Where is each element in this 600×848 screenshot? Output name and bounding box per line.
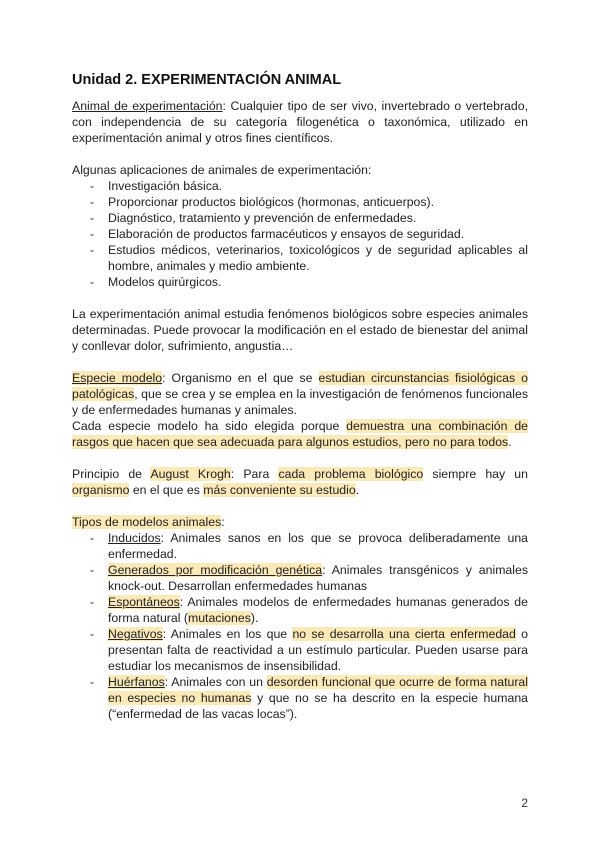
list-item: - Investigación básica. <box>90 178 528 194</box>
applications-intro: Algunas aplicaciones de animales de experimentación: <box>72 163 372 177</box>
type-term: Negativos <box>108 627 163 641</box>
type-term: Huérfanos <box>108 675 165 689</box>
highlight: demuestra una combinación de rasgos que hacen que sea adecuada para algunos estudios, pero no para todos <box>72 419 528 449</box>
list-item: - Generados por modificación genética: Animales transgénicos y animales knock-out. Desarrollan enfermedades humanas <box>90 562 528 594</box>
list-item: - Huérfanos: Animales con un desorden funcional que ocurre de forma natural en especies no humanas y que no se ha descrito en la especie humana (“enfermedad de las vacas locas”). <box>90 674 528 722</box>
model-species-paragraph: Especie modelo: Organismo en el que se estudian circunstancias fisiológicas o patológicas, que se crea y se emplea en la investigación de fenómenos funcionales y de enfermedades humanas y animales. <box>72 371 528 417</box>
krogh-principle: Principio de August Krogh: Para cada problema biológico siempre hay un organismo en el que es más conveniente su estudio. <box>72 467 528 497</box>
highlight: no se desarrolla una cierta enfermedad <box>292 627 516 641</box>
highlight: August Krogh <box>150 467 231 481</box>
model-types-heading: Tipos de modelos animales: <box>72 515 225 529</box>
highlight: cada problema biológico <box>278 467 424 481</box>
list-item: - Inducidos: Animales sanos en los que se provoca deliberadamente una enfermedad. <box>90 530 528 562</box>
applications-list <box>72 178 528 290</box>
type-term: Espontáneos <box>108 595 180 609</box>
page-title: Unidad 2. EXPERIMENTACIÓN ANIMAL <box>72 72 342 88</box>
list-item: - Modelos quirúrgicos. <box>90 274 528 290</box>
model-types-list <box>72 530 528 722</box>
experimentation-paragraph: La experimentación animal estudia fenómenos biológicos sobre especies animales determinadas. Puede provocar la modificación en el estado de bienestar del animal y conllevar dolor, sufrimiento, angustia… <box>72 307 528 353</box>
list-item: - Proporcionar productos biológicos (hormonas, anticuerpos). <box>90 194 528 210</box>
list-item: - Estudios médicos, veterinarios, toxicológicos y de seguridad aplicables al hombre, animales y medio ambiente. <box>90 242 528 274</box>
definition-paragraph <box>72 98 528 146</box>
document-page <box>72 70 528 722</box>
type-term: Generados por modificación genética <box>108 563 323 577</box>
model-species-term: Especie modelo <box>72 371 163 385</box>
highlight: estudian circunstancias fisiológicas o patológicas <box>72 371 528 401</box>
list-item: - Elaboración de productos farmacéuticos y ensayos de seguridad. <box>90 226 528 242</box>
highlight: más conveniente su estudio <box>203 483 356 497</box>
highlight: mutaciones <box>187 611 251 625</box>
list-item: - Diagnóstico, tratamiento y prevención de enfermedades. <box>90 210 528 226</box>
highlight: organismo <box>72 483 130 497</box>
model-species-choice: Cada especie modelo ha sido elegida porque demuestra una combinación de rasgos que hacen que sea adecuada para algunos estudios, pero no para todos. <box>72 419 528 449</box>
page-number: 2 <box>521 796 528 810</box>
list-item: - Espontáneos: Animales modelos de enfermedades humanas generados de forma natural (mutaciones). <box>90 594 528 626</box>
type-term: Inducidos <box>108 531 161 545</box>
definition-text: : Cualquier tipo de ser vivo, invertebrado o vertebrado, con independencia de su categoría filogenética o taxonómica, utilizado en experimentación animal y otros fines científicos. <box>72 99 528 145</box>
highlight: desorden funcional que ocurre de forma natural en especies no humanas <box>108 675 528 705</box>
list-item: - Negativos: Animales en los que no se desarrolla una cierta enfermedad o presentan falta de reactividad a un estímulo particular. Pueden usarse para estudiar los mecanismos de insensibilidad. <box>90 626 528 674</box>
definition-term: Animal de experimentación <box>72 99 223 113</box>
